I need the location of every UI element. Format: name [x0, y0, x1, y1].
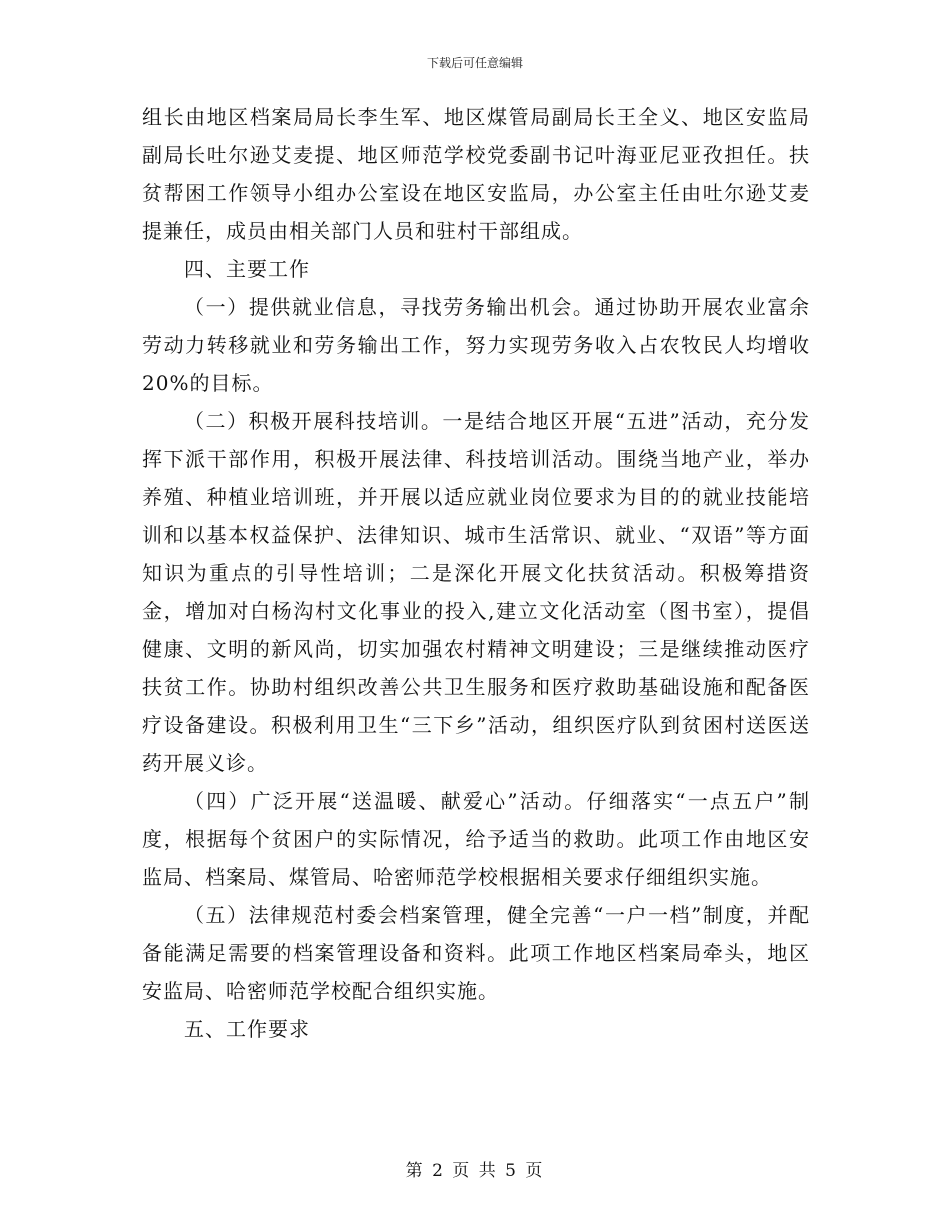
- paragraph-warmth-activity: （四）广泛开展“送温暖、献爱心”活动。仔细落实“一点五户”制度，根据每个贫困户的实际情况，给予适当的救助。此项工作由地区安监局、档案局、煤管局、哈密师范学校根据相关要求仔细组织实施。: [142, 789, 810, 889]
- paragraph-leaders: 组长由地区档案局局长李生军、地区煤管局副局长王全义、地区安监局副局长吐尔逊艾麦提、地区师范学校党委副书记叶海亚尼亚孜担任。扶贫帮困工作领导小组办公室设在地区安监局，办公室主任由吐尔逊艾麦提兼任，成员由相关部门人员和驻村干部组成。: [142, 105, 810, 243]
- section-heading-main-work: 四、主要工作: [184, 257, 310, 281]
- paragraph-employment-info: （一）提供就业信息，寻找劳务输出机会。通过协助开展农业富余劳动力转移就业和劳务输出工作，努力实现劳务收入占农牧民人均增收20%的目标。: [142, 295, 810, 395]
- paragraph-archive-management: （五）法律规范村委会档案管理，健全完善“一户一档”制度，并配备能满足需要的档案管理设备和资料。此项工作地区档案局牵头，地区安监局、哈密师范学校配合组织实施。: [142, 903, 810, 1003]
- section-heading-work-requirements: 五、工作要求: [184, 1017, 310, 1041]
- page-number-footer: 第 2 页 共 5 页: [405, 1161, 545, 1181]
- page-header: 下载后可任意编辑: [426, 56, 523, 70]
- document-body: [142, 98, 810, 1048]
- paragraph-tech-training: （二）积极开展科技培训。一是结合地区开展“五进”活动，充分发挥下派干部作用，积极开展法律、科技培训活动。围绕当地产业，举办养殖、种植业培训班，并开展以适应就业岗位要求为目的的就业技能培训和以基本权益保护、法律知识、城市生活常识、就业、“双语”等方面知识为重点的引导性培训；二是深化开展文化扶贫活动。积极筹措资金，增加对白杨沟村文化事业的投入,建立文化活动室（图书室），提倡健康、文明的新风尚，切实加强农村精神文明建设；三是继续推动医疗扶贫工作。协助村组织改善公共卫生服务和医疗救助基础设施和配备医疗设备建设。积极利用卫生“三下乡”活动，组织医疗队到贫困村送医送药开展义诊。: [142, 409, 810, 775]
